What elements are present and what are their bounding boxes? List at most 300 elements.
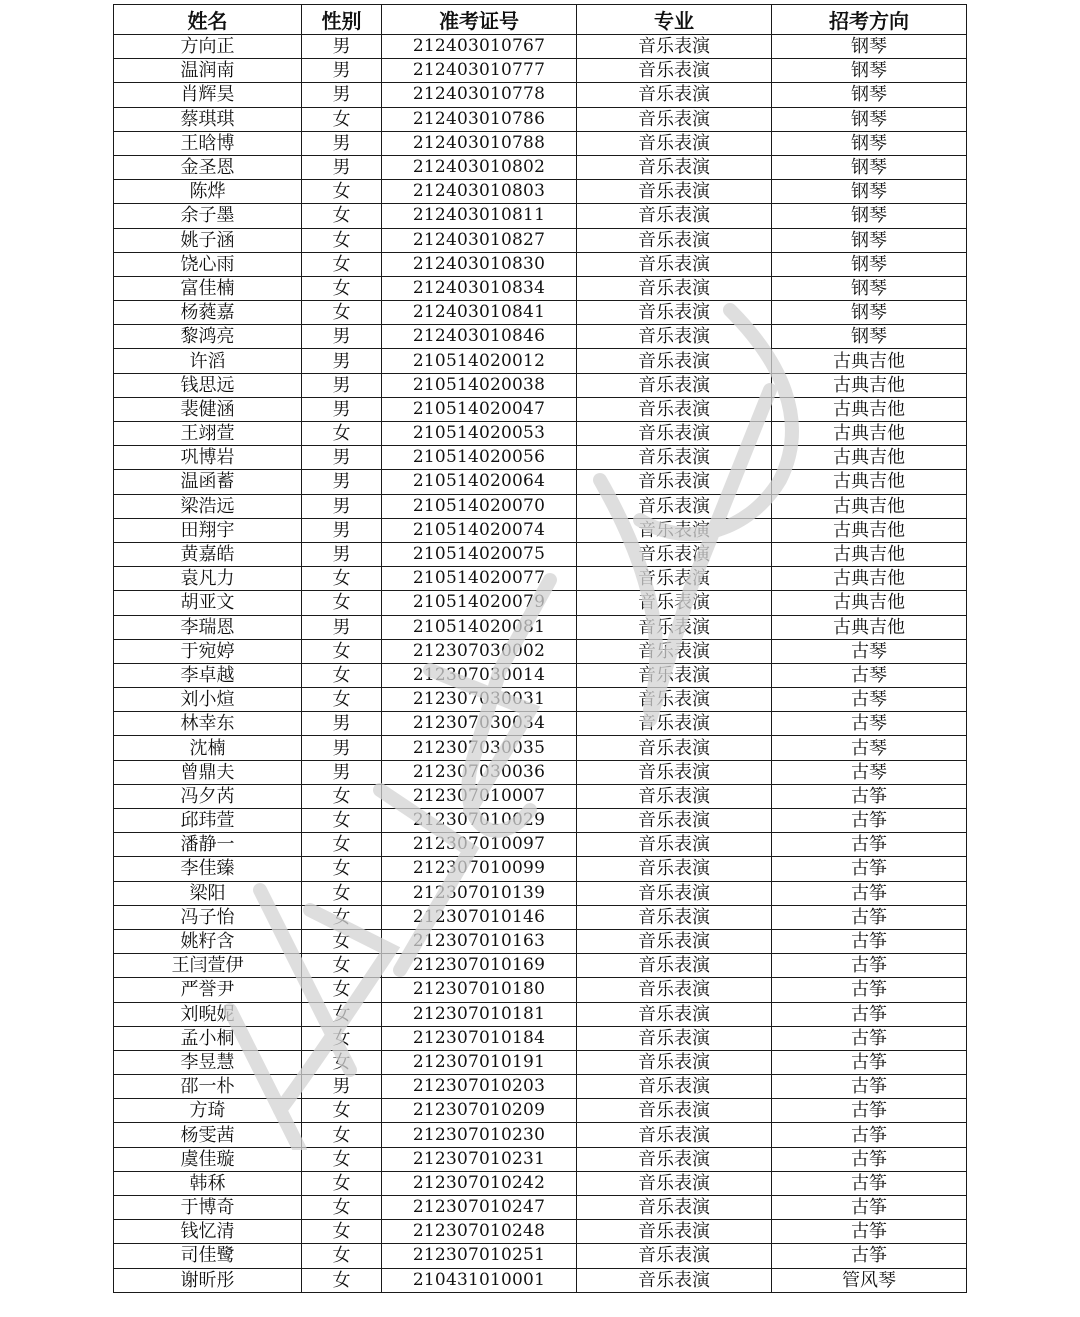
table-row: [114, 1268, 967, 1292]
cell-name: 谢昕彤: [114, 1268, 302, 1292]
cell-direction: 古琴: [772, 663, 967, 687]
table-row: [114, 301, 967, 325]
cell-major: 音乐表演: [577, 373, 772, 397]
cell-direction: 古典吉他: [772, 470, 967, 494]
cell-exam-id: 212307030031: [382, 688, 577, 712]
cell-name: 钱忆清: [114, 1220, 302, 1244]
cell-major: 音乐表演: [577, 83, 772, 107]
cell-exam-id: 212307010139: [382, 881, 577, 905]
cell-major: 音乐表演: [577, 276, 772, 300]
cell-name: 袁凡力: [114, 567, 302, 591]
cell-major: 音乐表演: [577, 542, 772, 566]
cell-exam-id: 212307010169: [382, 954, 577, 978]
cell-major: 音乐表演: [577, 809, 772, 833]
cell-name: 肖辉昊: [114, 83, 302, 107]
cell-exam-id: 210514020075: [382, 542, 577, 566]
cell-direction: 古典吉他: [772, 518, 967, 542]
cell-major: 音乐表演: [577, 1002, 772, 1026]
cell-gender: 女: [302, 929, 382, 953]
cell-exam-id: 210514020070: [382, 494, 577, 518]
table-row: [114, 228, 967, 252]
cell-direction: 古典吉他: [772, 567, 967, 591]
cell-exam-id: 212307010180: [382, 978, 577, 1002]
cell-direction: 古琴: [772, 736, 967, 760]
cell-major: 音乐表演: [577, 639, 772, 663]
cell-direction: 古筝: [772, 905, 967, 929]
table-row: [114, 663, 967, 687]
cell-major: 音乐表演: [577, 857, 772, 881]
cell-exam-id: 210514020012: [382, 349, 577, 373]
table-row: [114, 639, 967, 663]
table-row: [114, 1026, 967, 1050]
cell-major: 音乐表演: [577, 591, 772, 615]
cell-exam-id: 212403010786: [382, 107, 577, 131]
cell-major: 音乐表演: [577, 1244, 772, 1268]
cell-exam-id: 212307010251: [382, 1244, 577, 1268]
table-row: [114, 615, 967, 639]
cell-exam-id: 212403010830: [382, 252, 577, 276]
table-row: [114, 881, 967, 905]
cell-major: 音乐表演: [577, 1171, 772, 1195]
cell-name: 金圣恩: [114, 155, 302, 179]
cell-major: 音乐表演: [577, 252, 772, 276]
table-row: [114, 833, 967, 857]
cell-gender: 女: [302, 567, 382, 591]
cell-gender: 女: [302, 954, 382, 978]
table-row: [114, 809, 967, 833]
table-row: [114, 784, 967, 808]
cell-name: 方琦: [114, 1099, 302, 1123]
cell-exam-id: 210514020079: [382, 591, 577, 615]
cell-name: 潘静一: [114, 833, 302, 857]
cell-direction: 钢琴: [772, 276, 967, 300]
cell-major: 音乐表演: [577, 1196, 772, 1220]
cell-exam-id: 212307010181: [382, 1002, 577, 1026]
table-row: [114, 857, 967, 881]
table-row: [114, 252, 967, 276]
cell-major: 音乐表演: [577, 446, 772, 470]
cell-major: 音乐表演: [577, 397, 772, 421]
cell-direction: 钢琴: [772, 228, 967, 252]
table-row: [114, 276, 967, 300]
cell-exam-id: 210514020074: [382, 518, 577, 542]
cell-major: 音乐表演: [577, 131, 772, 155]
cell-gender: 男: [302, 35, 382, 59]
cell-exam-id: 212307030002: [382, 639, 577, 663]
cell-name: 李昱慧: [114, 1050, 302, 1074]
cell-direction: 古筝: [772, 1026, 967, 1050]
cell-exam-id: 212307010184: [382, 1026, 577, 1050]
cell-gender: 女: [302, 978, 382, 1002]
cell-name: 王闫萱伊: [114, 954, 302, 978]
cell-name: 黄嘉皓: [114, 542, 302, 566]
table-row: [114, 470, 967, 494]
cell-major: 音乐表演: [577, 180, 772, 204]
cell-exam-id: 210514020056: [382, 446, 577, 470]
cell-name: 蔡琪琪: [114, 107, 302, 131]
cell-gender: 男: [302, 373, 382, 397]
cell-name: 姚子涵: [114, 228, 302, 252]
cell-direction: 古筝: [772, 1002, 967, 1026]
cell-name: 刘晲妮: [114, 1002, 302, 1026]
cell-name: 饶心雨: [114, 252, 302, 276]
cell-major: 音乐表演: [577, 760, 772, 784]
cell-gender: 女: [302, 1220, 382, 1244]
cell-gender: 女: [302, 1099, 382, 1123]
cell-gender: 女: [302, 228, 382, 252]
cell-gender: 男: [302, 712, 382, 736]
cell-major: 音乐表演: [577, 1268, 772, 1292]
cell-direction: 钢琴: [772, 301, 967, 325]
cell-gender: 女: [302, 784, 382, 808]
cell-direction: 古琴: [772, 639, 967, 663]
cell-name: 林幸东: [114, 712, 302, 736]
cell-name: 方向正: [114, 35, 302, 59]
cell-gender: 女: [302, 180, 382, 204]
cell-gender: 女: [302, 1050, 382, 1074]
cell-name: 韩秝: [114, 1171, 302, 1195]
cell-name: 王翊萱: [114, 422, 302, 446]
cell-major: 音乐表演: [577, 663, 772, 687]
cell-direction: 钢琴: [772, 83, 967, 107]
roster-body: [114, 35, 967, 1293]
table-row: [114, 131, 967, 155]
cell-gender: 女: [302, 857, 382, 881]
table-row: [114, 591, 967, 615]
table-row: [114, 1220, 967, 1244]
cell-direction: 古典吉他: [772, 397, 967, 421]
header-exam-id: 准考证号: [382, 5, 577, 35]
cell-gender: 男: [302, 615, 382, 639]
cell-major: 音乐表演: [577, 929, 772, 953]
table-row: [114, 1147, 967, 1171]
cell-gender: 女: [302, 639, 382, 663]
cell-gender: 女: [302, 809, 382, 833]
cell-name: 温润南: [114, 59, 302, 83]
cell-name: 虞佳璇: [114, 1147, 302, 1171]
cell-exam-id: 210431010001: [382, 1268, 577, 1292]
cell-name: 于宛婷: [114, 639, 302, 663]
cell-direction: 古筝: [772, 1075, 967, 1099]
cell-direction: 钢琴: [772, 180, 967, 204]
table-row: [114, 35, 967, 59]
cell-gender: 女: [302, 422, 382, 446]
cell-direction: 古典吉他: [772, 349, 967, 373]
cell-name: 邱玮萱: [114, 809, 302, 833]
cell-major: 音乐表演: [577, 422, 772, 446]
cell-exam-id: 212307010191: [382, 1050, 577, 1074]
cell-name: 许滔: [114, 349, 302, 373]
cell-major: 音乐表演: [577, 1026, 772, 1050]
cell-name: 李瑞恩: [114, 615, 302, 639]
cell-exam-id: 212403010834: [382, 276, 577, 300]
cell-exam-id: 212307010097: [382, 833, 577, 857]
cell-direction: 钢琴: [772, 155, 967, 179]
cell-name: 杨雯茜: [114, 1123, 302, 1147]
cell-direction: 古琴: [772, 688, 967, 712]
cell-exam-id: 212403010788: [382, 131, 577, 155]
cell-name: 杨蕤嘉: [114, 301, 302, 325]
cell-name: 余子墨: [114, 204, 302, 228]
cell-direction: 古筝: [772, 784, 967, 808]
header-name: 姓名: [114, 5, 302, 35]
cell-exam-id: 212307010146: [382, 905, 577, 929]
cell-direction: 古筝: [772, 954, 967, 978]
cell-name: 冯夕芮: [114, 784, 302, 808]
cell-direction: 古筝: [772, 978, 967, 1002]
table-row: [114, 542, 967, 566]
table-row: [114, 155, 967, 179]
cell-direction: 古筝: [772, 1147, 967, 1171]
cell-exam-id: 212403010827: [382, 228, 577, 252]
cell-direction: 钢琴: [772, 59, 967, 83]
cell-direction: 古筝: [772, 1123, 967, 1147]
cell-name: 刘小煊: [114, 688, 302, 712]
table-row: [114, 1196, 967, 1220]
table-row: [114, 978, 967, 1002]
table-row: [114, 1075, 967, 1099]
cell-name: 曾鼎夫: [114, 760, 302, 784]
cell-gender: 男: [302, 59, 382, 83]
cell-major: 音乐表演: [577, 1123, 772, 1147]
cell-major: 音乐表演: [577, 35, 772, 59]
cell-major: 音乐表演: [577, 615, 772, 639]
table-row: [114, 712, 967, 736]
cell-direction: 古典吉他: [772, 422, 967, 446]
cell-direction: 古筝: [772, 1171, 967, 1195]
roster-table: [113, 4, 967, 1293]
cell-name: 裴健涵: [114, 397, 302, 421]
cell-direction: 古筝: [772, 1050, 967, 1074]
cell-direction: 钢琴: [772, 131, 967, 155]
cell-name: 冯子怡: [114, 905, 302, 929]
table-row: [114, 760, 967, 784]
cell-exam-id: 210514020077: [382, 567, 577, 591]
cell-name: 沈楠: [114, 736, 302, 760]
header-gender: 性别: [302, 5, 382, 35]
cell-gender: 女: [302, 252, 382, 276]
cell-major: 音乐表演: [577, 905, 772, 929]
table-row: [114, 1050, 967, 1074]
cell-gender: 女: [302, 107, 382, 131]
cell-gender: 女: [302, 1123, 382, 1147]
table-row: [114, 929, 967, 953]
cell-exam-id: 212403010778: [382, 83, 577, 107]
table-row: [114, 567, 967, 591]
cell-direction: 古典吉他: [772, 591, 967, 615]
cell-gender: 男: [302, 494, 382, 518]
cell-gender: 男: [302, 131, 382, 155]
cell-direction: 钢琴: [772, 252, 967, 276]
table-row: [114, 446, 967, 470]
cell-gender: 男: [302, 470, 382, 494]
cell-major: 音乐表演: [577, 881, 772, 905]
cell-gender: 男: [302, 760, 382, 784]
cell-gender: 男: [302, 542, 382, 566]
cell-direction: 古琴: [772, 760, 967, 784]
cell-gender: 男: [302, 325, 382, 349]
cell-direction: 古筝: [772, 833, 967, 857]
cell-gender: 女: [302, 1268, 382, 1292]
cell-name: 李佳臻: [114, 857, 302, 881]
cell-major: 音乐表演: [577, 1099, 772, 1123]
cell-direction: 钢琴: [772, 204, 967, 228]
cell-exam-id: 212403010841: [382, 301, 577, 325]
cell-exam-id: 212403010777: [382, 59, 577, 83]
cell-major: 音乐表演: [577, 688, 772, 712]
cell-name: 梁浩远: [114, 494, 302, 518]
cell-major: 音乐表演: [577, 494, 772, 518]
cell-exam-id: 212307010203: [382, 1075, 577, 1099]
table-row: [114, 59, 967, 83]
cell-exam-id: 210514020047: [382, 397, 577, 421]
cell-gender: 男: [302, 446, 382, 470]
table-row: [114, 373, 967, 397]
cell-major: 音乐表演: [577, 784, 772, 808]
cell-exam-id: 212403010767: [382, 35, 577, 59]
cell-direction: 古筝: [772, 881, 967, 905]
cell-major: 音乐表演: [577, 1220, 772, 1244]
cell-exam-id: 212307010231: [382, 1147, 577, 1171]
cell-gender: 男: [302, 1075, 382, 1099]
cell-exam-id: 212307010247: [382, 1196, 577, 1220]
cell-direction: 古典吉他: [772, 373, 967, 397]
cell-major: 音乐表演: [577, 954, 772, 978]
cell-direction: 钢琴: [772, 35, 967, 59]
cell-major: 音乐表演: [577, 1050, 772, 1074]
cell-major: 音乐表演: [577, 325, 772, 349]
cell-name: 于博奇: [114, 1196, 302, 1220]
cell-major: 音乐表演: [577, 518, 772, 542]
cell-exam-id: 212403010802: [382, 155, 577, 179]
cell-direction: 古典吉他: [772, 615, 967, 639]
cell-name: 司佳鹭: [114, 1244, 302, 1268]
cell-gender: 男: [302, 83, 382, 107]
cell-name: 姚籽含: [114, 929, 302, 953]
cell-name: 严誉尹: [114, 978, 302, 1002]
header-direction: 招考方向: [772, 5, 967, 35]
cell-exam-id: 212307030035: [382, 736, 577, 760]
cell-exam-id: 212403010811: [382, 204, 577, 228]
cell-major: 音乐表演: [577, 833, 772, 857]
cell-exam-id: 212307010163: [382, 929, 577, 953]
cell-exam-id: 212307010007: [382, 784, 577, 808]
cell-direction: 古典吉他: [772, 494, 967, 518]
table-row: [114, 1244, 967, 1268]
cell-gender: 女: [302, 204, 382, 228]
cell-exam-id: 212307030034: [382, 712, 577, 736]
cell-gender: 女: [302, 1147, 382, 1171]
cell-exam-id: 212307010209: [382, 1099, 577, 1123]
table-row: [114, 905, 967, 929]
cell-exam-id: 210514020081: [382, 615, 577, 639]
table-row: [114, 1099, 967, 1123]
cell-name: 陈烨: [114, 180, 302, 204]
cell-major: 音乐表演: [577, 736, 772, 760]
cell-name: 黎鸿亮: [114, 325, 302, 349]
cell-name: 钱思远: [114, 373, 302, 397]
cell-direction: 古筝: [772, 857, 967, 881]
table-row: [114, 204, 967, 228]
cell-direction: 古筝: [772, 1099, 967, 1123]
cell-gender: 女: [302, 1171, 382, 1195]
cell-gender: 女: [302, 1002, 382, 1026]
cell-gender: 男: [302, 349, 382, 373]
cell-name: 梁阳: [114, 881, 302, 905]
table-row: [114, 518, 967, 542]
cell-direction: 古典吉他: [772, 446, 967, 470]
cell-name: 温函蓄: [114, 470, 302, 494]
cell-gender: 女: [302, 1196, 382, 1220]
cell-major: 音乐表演: [577, 470, 772, 494]
table-row: [114, 349, 967, 373]
table-row: [114, 494, 967, 518]
table-row: [114, 954, 967, 978]
cell-name: 王晗博: [114, 131, 302, 155]
cell-major: 音乐表演: [577, 301, 772, 325]
table-row: [114, 688, 967, 712]
cell-exam-id: 212403010803: [382, 180, 577, 204]
cell-gender: 女: [302, 833, 382, 857]
cell-direction: 管风琴: [772, 1268, 967, 1292]
cell-name: 富佳楠: [114, 276, 302, 300]
cell-name: 胡亚文: [114, 591, 302, 615]
table-row: [114, 1002, 967, 1026]
cell-exam-id: 212307010242: [382, 1171, 577, 1195]
table-row: [114, 1171, 967, 1195]
cell-direction: 古琴: [772, 712, 967, 736]
cell-gender: 女: [302, 1026, 382, 1050]
cell-direction: 古筝: [772, 1196, 967, 1220]
cell-gender: 女: [302, 301, 382, 325]
cell-name: 李卓越: [114, 663, 302, 687]
cell-exam-id: 212307010230: [382, 1123, 577, 1147]
table-row: [114, 736, 967, 760]
cell-direction: 古筝: [772, 809, 967, 833]
cell-gender: 男: [302, 155, 382, 179]
cell-gender: 女: [302, 276, 382, 300]
header-major: 专业: [577, 5, 772, 35]
cell-gender: 女: [302, 663, 382, 687]
cell-direction: 古筝: [772, 929, 967, 953]
table-row: [114, 1123, 967, 1147]
cell-direction: 古典吉他: [772, 542, 967, 566]
cell-gender: 女: [302, 688, 382, 712]
cell-exam-id: 210514020038: [382, 373, 577, 397]
cell-direction: 钢琴: [772, 325, 967, 349]
cell-name: 巩博岩: [114, 446, 302, 470]
cell-major: 音乐表演: [577, 349, 772, 373]
table-row: [114, 107, 967, 131]
table-row: [114, 83, 967, 107]
cell-gender: 女: [302, 905, 382, 929]
cell-major: 音乐表演: [577, 204, 772, 228]
cell-name: 孟小桐: [114, 1026, 302, 1050]
cell-exam-id: 212307030036: [382, 760, 577, 784]
cell-major: 音乐表演: [577, 567, 772, 591]
cell-major: 音乐表演: [577, 155, 772, 179]
cell-gender: 男: [302, 397, 382, 421]
table-row: [114, 180, 967, 204]
cell-exam-id: 212307010029: [382, 809, 577, 833]
cell-exam-id: 212307010248: [382, 1220, 577, 1244]
cell-exam-id: 212307010099: [382, 857, 577, 881]
cell-direction: 古筝: [772, 1244, 967, 1268]
cell-major: 音乐表演: [577, 978, 772, 1002]
table-row: [114, 397, 967, 421]
cell-major: 音乐表演: [577, 1147, 772, 1171]
cell-gender: 女: [302, 591, 382, 615]
